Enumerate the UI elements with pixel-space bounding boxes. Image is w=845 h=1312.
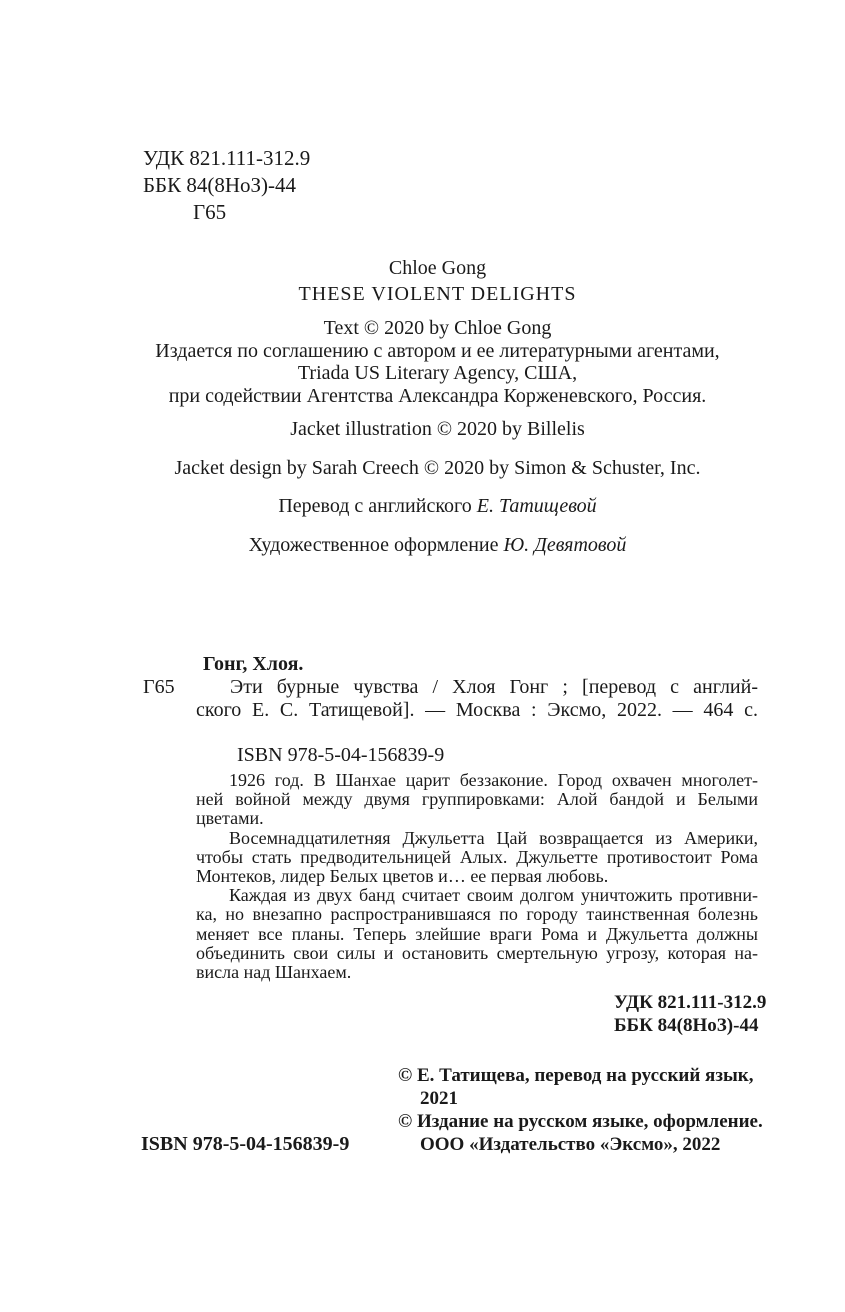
- annotation-line: объединить свои силы и остановить смертельную угрозу, которая на-: [196, 942, 758, 963]
- translator-name: Е. Татищевой: [476, 495, 597, 517]
- annotation: [196, 771, 758, 982]
- book-original-title: THESE VIOLENT DELIGHTS: [298, 283, 577, 305]
- annotation-line: висла над Шанхаем.: [196, 962, 352, 983]
- catalog-isbn: ISBN 978-5-04-156839-9: [237, 744, 445, 766]
- annotation-line: цветами.: [196, 808, 264, 829]
- catalog-entry-line-2: ского Е. С. Татищевой]. — Москва : Эксмо, 2022. — 464 с.: [196, 699, 758, 721]
- agreement-line-1: Издается по соглашению с автором и ее литературными агентами,: [155, 340, 720, 362]
- udk-code: УДК 821.111-312.9: [143, 146, 311, 170]
- annotation-line: Восемнадцатилетняя Джульетта Цай возвращается из Америки,: [229, 827, 758, 848]
- bottom-bbk-code: ББК 84(8НоЗ)-44: [614, 1015, 759, 1036]
- translation-label: Перевод с английского: [278, 495, 472, 517]
- copyright-notice-line: 2021: [420, 1088, 458, 1109]
- designer-name: Ю. Девятовой: [503, 534, 627, 556]
- annotation-line: 1926 год. В Шанхае царит беззаконие. Город охвачен многолет-: [229, 770, 758, 790]
- isbn-bottom: ISBN 978-5-04-156839-9: [141, 1133, 350, 1155]
- bottom-udk-code: УДК 821.111-312.9: [614, 992, 767, 1013]
- art-design-credit: [30, 534, 845, 557]
- top-codes-block: [143, 145, 310, 226]
- catalog-card: [196, 653, 758, 767]
- translation-credit: [30, 495, 845, 518]
- annotation-line: меняет все планы. Теперь злейшие враги Рома и Джульетта должны: [196, 923, 758, 944]
- jacket-design-credit: Jacket design by Sarah Creech © 2020 by Simon & Schuster, Inc.: [174, 457, 701, 479]
- annotation-line: Монтеков, лидер Белых цветов и… ее первая любовь.: [196, 866, 609, 887]
- copyright-notice-line: © Издание на русском языке, оформление.: [398, 1111, 763, 1132]
- copyright-notices: [398, 1064, 763, 1156]
- annotation-line: ней войной между двумя группировками: Алой бандой и Белыми: [196, 789, 758, 810]
- author-sign: Г65: [193, 200, 227, 224]
- bottom-codes-block: [614, 991, 766, 1037]
- catalog-heading: Гонг, Хлоя.: [203, 653, 304, 675]
- copyright-notice-line: © Е. Татищева, перевод на русский язык,: [398, 1065, 754, 1086]
- catalog-entry-line-1: Эти бурные чувства / Хлоя Гонг ; [перевод с англий-: [230, 676, 758, 698]
- annotation-line: чтобы стать предводительницей Алых. Джульетте противостоит Рома: [196, 846, 758, 867]
- book-author: Chloe Gong: [388, 257, 487, 279]
- catalog-author-sign: Г65: [143, 676, 175, 698]
- annotation-line: Каждая из двух банд считает своим долгом уничтожить противни-: [229, 885, 758, 906]
- copyright-notice-line: ООО «Издательство «Эксмо», 2022: [420, 1134, 721, 1155]
- agreement-line-2: Triada US Literary Agency, США,: [297, 362, 578, 384]
- jacket-illustration-credit: Jacket illustration © 2020 by Billelis: [290, 418, 585, 440]
- design-label: Художественное оформление: [248, 534, 499, 556]
- bbk-code: ББК 84(8НоЗ)-44: [143, 173, 297, 197]
- agreement-line-3: при содействии Агентства Александра Корженевского, Россия.: [168, 385, 707, 407]
- text-copyright: Text © 2020 by Chloe Gong: [323, 317, 552, 339]
- annotation-line: ка, но внезапно распространившаяся по городу таинственная болезнь: [196, 904, 758, 925]
